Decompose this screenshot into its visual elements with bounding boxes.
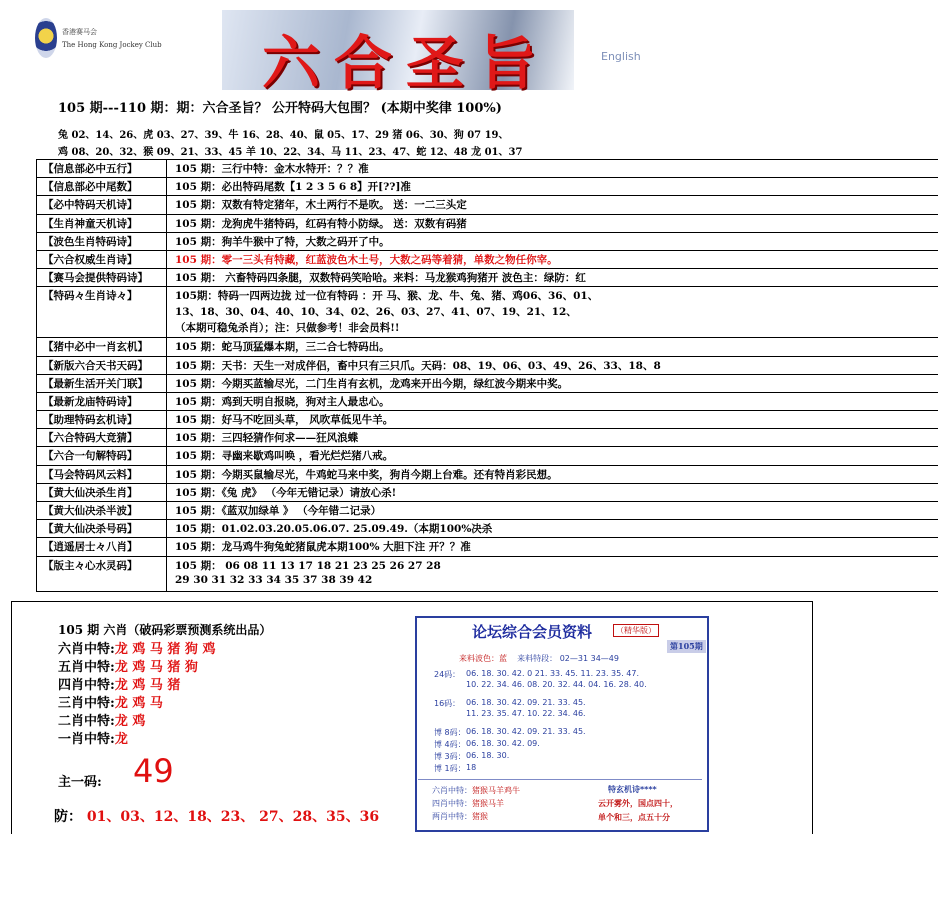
inset-group-label: 博 3码： xyxy=(434,752,466,761)
row-label: 【助理特码玄机诗】 xyxy=(37,411,167,428)
row-value-line: 105 期：今期买鼠输尽光，牛鸡蛇马来中奖，狗肖今期上台难。还有特肖彩民想。 xyxy=(175,468,558,481)
row-value xyxy=(167,429,358,446)
row-value-line: 105 期：蛇马顶猛爆本期，三二合七特码出。 xyxy=(175,341,390,354)
table-row xyxy=(37,520,938,538)
row-value xyxy=(167,520,492,537)
inset-group-label: 博 1码： xyxy=(434,764,466,773)
row-value xyxy=(167,484,396,501)
defense-label: 防： xyxy=(54,809,82,825)
prediction-row xyxy=(58,692,163,711)
inset-lower-row xyxy=(432,811,488,822)
row-value xyxy=(167,375,568,392)
row-label: 【信息部必中尾数】 xyxy=(37,178,167,195)
prediction-label: 五肖中特: xyxy=(58,660,115,675)
row-value-line: 105 期：《蓝双加绿单 》 （今年错二记录） xyxy=(175,505,382,517)
prediction-row xyxy=(58,710,145,729)
logo-text xyxy=(62,26,162,52)
table-row xyxy=(37,466,938,484)
row-value xyxy=(167,393,390,410)
row-value-line: 105 期：龙狗虎牛猪特码，红码有特小防绿。 送：双数有码猪 xyxy=(175,217,467,230)
main-number: 49 xyxy=(133,752,174,790)
zodiac-line-1: 兔 02、14、26、虎 03、27、39、牛 16、28、40、鼠 05、17、29 猪 06、30、狗 07 19、 xyxy=(58,130,509,141)
prediction-value: 龙 鸡 马 猪 狗 鸡 xyxy=(114,642,216,657)
row-label: 【马会特码风云料】 xyxy=(37,466,167,483)
inset-group-line: 10. 22. 34. 46. 08. 20. 32. 44. 04. 16. 28. 40. xyxy=(466,680,647,689)
row-label: 【波色生肖特码诗】 xyxy=(37,233,167,250)
row-value xyxy=(167,160,369,177)
inset-poem-line-1: 云开雾外，国点四十， xyxy=(598,799,678,808)
row-value-line: 105 期：好马不吃回头草， 风吹草低见牛羊。 xyxy=(175,414,394,427)
table-row xyxy=(37,251,938,269)
table-row xyxy=(37,357,938,375)
table-row xyxy=(37,338,938,356)
row-value-line: 105 期：《兔 虎》 （今年无错记录）请放心杀! xyxy=(175,486,397,499)
row-value xyxy=(167,447,393,464)
defense-row xyxy=(54,806,379,826)
jockey-club-logo-icon xyxy=(35,18,57,58)
row-value xyxy=(167,178,411,195)
table-row xyxy=(37,538,938,556)
inset-lower-value: 猪猴马羊 xyxy=(472,799,504,808)
main-number-label: 主一码: xyxy=(58,775,102,790)
table-row xyxy=(37,178,938,196)
row-value xyxy=(167,538,471,555)
table-row xyxy=(37,269,938,287)
inset-issue-badge: 第105期 xyxy=(667,640,706,653)
inset-lower-label: 四肖中特： xyxy=(432,799,472,808)
zodiac-line-2: 鸡 08、20、32、猴 09、21、33、45 羊 10、22、34、马 11、23、47、蛇 12、48 龙 01、37 xyxy=(58,147,523,158)
row-value-line: 13、18、30、04、40、10、34、02、26、03、27、41、07、19、21、12、 xyxy=(175,306,577,319)
inset-poem-title: 特玄机诗**** xyxy=(608,785,657,794)
prediction-label: 一肖中特: xyxy=(58,732,115,747)
prediction-value: 龙 鸡 马 猪 狗 xyxy=(114,660,198,675)
row-value xyxy=(167,502,381,519)
table-row xyxy=(37,429,938,447)
row-label: 【黄大仙决杀半波】 xyxy=(37,502,167,519)
row-value-line: 105 期：01.02.03.20.05.06.07. 25.09.49.（本期100%决杀 xyxy=(175,523,493,536)
row-value-line: 105 期：零一三头有特藏，红蓝波色木土号，大数之码等着猜，单数之物任你宰。 xyxy=(175,253,558,266)
inset-group-label: 24码： xyxy=(434,670,461,679)
row-value-line: 105期：特码一四两边拢 过一位有特码 ：开 马、猴、龙、牛、兔、猪、鸡06、36、01、 xyxy=(175,290,599,303)
prediction-label: 三肖中特: xyxy=(58,696,115,711)
row-value-line: 105 期：寻幽来歇鸡叫唤 ，看光烂烂猪八戒。 xyxy=(175,450,394,463)
prediction-row xyxy=(58,728,128,747)
row-label: 【六合一句解特码】 xyxy=(37,447,167,464)
row-value-line: （本期可稳兔杀肖）；注：只做参考！非会员料!! xyxy=(175,322,400,335)
row-value xyxy=(167,215,467,232)
inset-tag: （精华版） xyxy=(613,624,659,637)
row-label: 【六合特码大竞猜】 xyxy=(37,429,167,446)
row-label: 【必中特码天机诗】 xyxy=(37,196,167,213)
row-value-line: 105 期：狗羊牛猴中了特，大数之码开了中。 xyxy=(175,235,390,248)
table-row xyxy=(37,160,938,178)
prediction-table xyxy=(36,159,938,592)
inset-group-line: 06. 18. 30. 42. 09. 21. 33. 45. xyxy=(466,698,586,707)
row-value xyxy=(167,338,390,355)
row-value-line: 105 期：必出特码尾数【1 2 3 5 6 8】开[??]准 xyxy=(175,181,411,194)
inset-lower-row xyxy=(432,785,520,796)
defense-numbers: 01、03、12、18、23、 27、28、35、36 xyxy=(86,809,380,825)
prediction-value: 龙 xyxy=(114,732,128,747)
row-value-line: 105 期： 六畜特码四条腿，双数特码笑哈哈。来料：马龙猴鸡狗猪开 波色主：绿防：红 xyxy=(175,272,586,285)
row-label: 【六合权威生肖诗】 xyxy=(37,251,167,268)
prediction-row xyxy=(58,656,198,675)
row-label: 【黄大仙决杀生肖】 xyxy=(37,484,167,501)
prediction-label: 二肖中特: xyxy=(58,714,115,729)
prediction-label: 四肖中特: xyxy=(58,678,115,693)
inset-group-line: 06. 18. 30. 42. 09. 21. 33. 45. xyxy=(466,727,586,736)
row-label: 【最新龙庙特码诗】 xyxy=(37,393,167,410)
row-value xyxy=(167,269,586,286)
row-label: 【逍遥居士々八肖】 xyxy=(37,538,167,555)
inset-title: 论坛综合会员资料 xyxy=(472,623,593,641)
inset-poem-line-2: 单个和三，点五十分 xyxy=(598,813,670,822)
row-label: 【信息部必中五行】 xyxy=(37,160,167,177)
inset-color-line xyxy=(459,653,619,664)
table-row xyxy=(37,393,938,411)
logo-name-en: The Hong Kong Jockey Club xyxy=(62,41,162,49)
table-row xyxy=(37,233,938,251)
row-value xyxy=(167,466,558,483)
inset-lower-value: 猪猴 xyxy=(472,812,488,821)
row-label: 【新版六合天书天码】 xyxy=(37,357,167,374)
prediction-label: 六肖中特: xyxy=(58,642,115,657)
row-value-line: 29 30 31 32 33 34 35 37 38 39 42 xyxy=(175,573,373,586)
inset-group-line: 06. 18. 30. 42. 0 21. 33. 45. 11. 23. 35. 47. xyxy=(466,669,640,678)
row-value xyxy=(167,411,393,428)
inset-group-label: 博 8码： xyxy=(434,728,466,737)
table-row xyxy=(37,557,938,592)
row-value-line: 105 期：三行中特：金木水特开：？？准 xyxy=(175,163,369,175)
inset-color: 来料波色：蓝 xyxy=(459,654,507,663)
row-label: 【生肖神童天机诗】 xyxy=(37,215,167,232)
row-value-line: 105 期：三四轻猜作何求——狂风浪蝶 xyxy=(175,432,359,445)
prediction-row xyxy=(58,638,215,657)
inset-group-line: 06. 18. 30. xyxy=(466,751,510,760)
english-link[interactable]: English xyxy=(601,50,641,63)
prediction-value: 龙 鸡 马 xyxy=(114,696,163,711)
row-value xyxy=(167,557,441,591)
row-label: 【赛马会提供特码诗】 xyxy=(37,269,167,286)
inset-lower-value: 猪猴马羊鸡牛 xyxy=(472,786,520,795)
row-value-line: 105 期：双数有特定猪年，木土两行不是吹。 送：一二三头定 xyxy=(175,199,467,212)
table-row xyxy=(37,196,938,214)
inset-section: 来料特段： 02—31 34—49 xyxy=(517,654,619,663)
row-value xyxy=(167,251,558,268)
inset-group-line: 11. 23. 35. 47. 10. 22. 34. 46. xyxy=(466,709,586,718)
row-label: 【最新生活开关门联】 xyxy=(37,375,167,392)
table-row xyxy=(37,502,938,520)
inset-lower-row xyxy=(432,798,504,809)
table-row xyxy=(37,447,938,465)
row-label: 【特码々生肖诗々】 xyxy=(37,287,167,337)
inset-group-line: 18 xyxy=(466,763,477,772)
table-row xyxy=(37,215,938,233)
prediction-value: 龙 鸡 马 猪 xyxy=(114,678,181,693)
row-value-line: 105 期： 06 08 11 13 17 18 21 23 25 26 27 28 xyxy=(175,559,441,572)
inset-lower-label: 六肖中特： xyxy=(432,786,472,795)
inset-group-label: 16码： xyxy=(434,699,461,708)
table-row xyxy=(37,375,938,393)
row-value xyxy=(167,357,661,374)
row-value xyxy=(167,196,467,213)
row-value xyxy=(167,233,390,250)
row-label: 【版主々心水灵码】 xyxy=(37,557,167,591)
table-row xyxy=(37,287,938,338)
page-headline: 105 期---110 期：期：六合圣旨？ 公开特码大包围？ (本期中奖律 100%) xyxy=(58,101,502,116)
inset-lower-label: 两肖中特： xyxy=(432,812,472,821)
row-value-line: 105 期：龙马鸡牛狗兔蛇猪鼠虎本期100% 大胆下注 开？？准 xyxy=(175,541,471,554)
row-label: 【黄大仙决杀号码】 xyxy=(37,520,167,537)
table-row xyxy=(37,411,938,429)
prediction-value: 龙 鸡 xyxy=(114,714,146,729)
row-label: 【猪中必中一肖玄机】 xyxy=(37,338,167,355)
inset-group-line: 06. 18. 30. 42. 09. xyxy=(466,739,540,748)
row-value-line: 105 期：今期买蓝输尽光，二门生肖有玄机，龙鸡来开出今期，绿红波今期来中奖。 xyxy=(175,377,569,390)
banner-title: 六合圣旨 xyxy=(262,29,551,97)
prediction-row xyxy=(58,674,180,693)
row-value-line: 105 期：鸡到天明自报晓，狗对主人最忠心。 xyxy=(175,395,390,408)
inset-group-label: 博 4码： xyxy=(434,740,466,749)
prediction-title: 105 期 六肖（破码彩票预测系统出品） xyxy=(58,623,272,637)
logo-name-cn: 香港赛马会 xyxy=(62,28,97,36)
row-value-line: 105 期：天书：天生一对成伴侣，畜中只有三只爪。天码：08、19、06、03、49、26、33、18、8 xyxy=(175,359,661,372)
row-value xyxy=(167,287,598,337)
table-row xyxy=(37,484,938,502)
